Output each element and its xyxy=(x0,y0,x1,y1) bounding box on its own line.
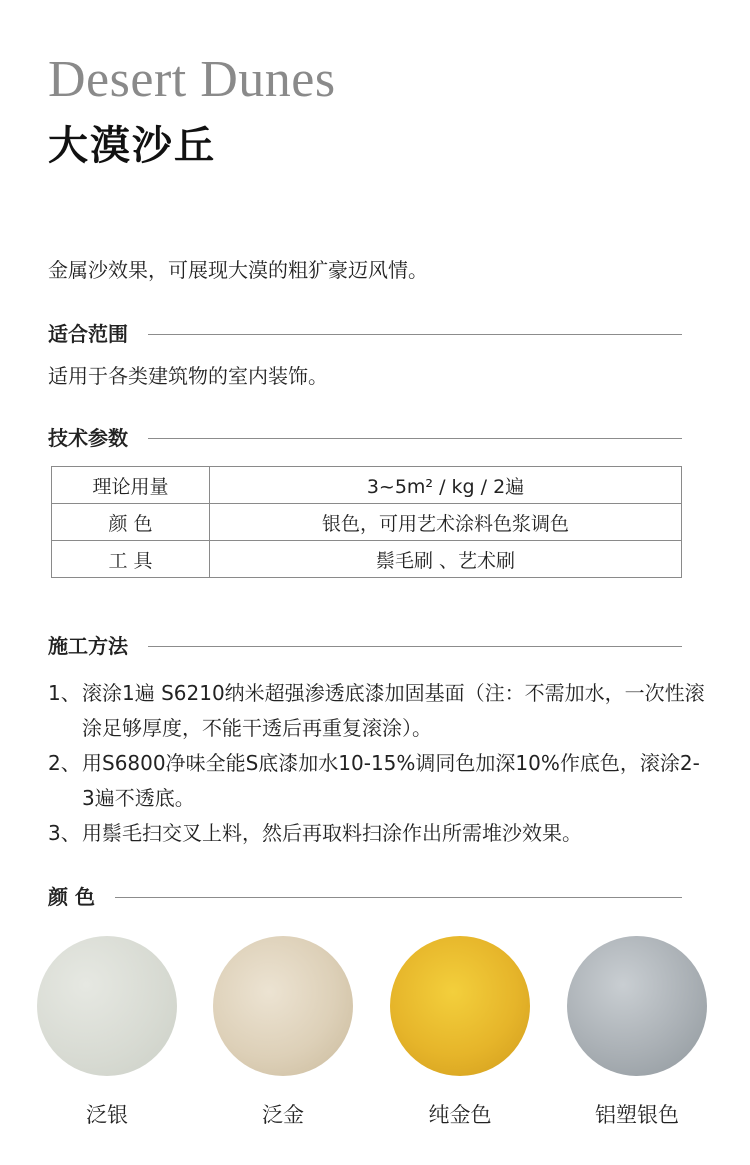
title-chinese: 大漠沙丘 xyxy=(48,123,216,169)
step-text: 用鬃毛扫交叉上料，然后再取料扫涂作出所需堆沙效果。 xyxy=(82,821,582,845)
swatch-circle xyxy=(213,936,353,1076)
step-text: 滚涂1遍 S6210纳米超强渗透底漆加固基面（注：不需加水，一次性滚涂足够厚度，不能干透后再重复滚涂）。 xyxy=(82,681,705,740)
section-scope-title: 适合范围 xyxy=(48,322,128,346)
color-swatch xyxy=(390,936,530,1130)
table-row xyxy=(52,467,682,504)
color-swatch xyxy=(567,936,707,1130)
scope-text: 适用于各类建筑物的室内装饰。 xyxy=(48,364,328,388)
divider xyxy=(115,897,682,898)
section-scope-header xyxy=(48,320,682,348)
param-value: 鬃毛刷 、艺术刷 xyxy=(210,541,682,578)
section-colors-title: 颜 色 xyxy=(48,885,95,909)
list-item xyxy=(48,746,708,816)
step-number: 3、 xyxy=(48,821,81,845)
title-english: Desert Dunes xyxy=(48,51,336,108)
param-key: 工 具 xyxy=(52,541,210,578)
color-swatches xyxy=(0,936,750,1136)
section-colors-header xyxy=(48,883,682,911)
param-value: 银色，可用艺术涂料色浆调色 xyxy=(210,504,682,541)
swatch-circle xyxy=(37,936,177,1076)
step-number: 1、 xyxy=(48,681,81,705)
swatch-circle xyxy=(567,936,707,1076)
section-method-title: 施工方法 xyxy=(48,634,128,658)
tech-params-table xyxy=(51,466,682,578)
step-text: 用S6800净味全能S底漆加水10-15%调同色加深10%作底色，滚涂2-3遍不透底。 xyxy=(82,751,700,810)
param-value: 3~5m² / kg / 2遍 xyxy=(210,467,682,504)
divider xyxy=(148,646,682,647)
swatch-name: 铝塑银色 xyxy=(595,1103,679,1127)
color-swatch xyxy=(37,936,177,1130)
section-tech-title: 技术参数 xyxy=(48,426,128,450)
param-key: 理论用量 xyxy=(52,467,210,504)
swatch-circle xyxy=(390,936,530,1076)
swatch-name: 泛银 xyxy=(86,1103,128,1127)
divider xyxy=(148,438,682,439)
list-item xyxy=(48,816,708,851)
method-steps xyxy=(48,676,708,851)
step-number: 2、 xyxy=(48,751,81,775)
intro-text: 金属沙效果，可展现大漠的粗犷豪迈风情。 xyxy=(48,258,428,282)
table-row xyxy=(52,541,682,578)
swatch-name: 泛金 xyxy=(262,1103,304,1127)
section-tech-header xyxy=(48,424,682,452)
list-item xyxy=(48,676,708,746)
swatch-name: 纯金色 xyxy=(428,1103,492,1127)
color-swatch xyxy=(213,936,353,1130)
divider xyxy=(148,334,682,335)
table-row xyxy=(52,504,682,541)
section-method-header xyxy=(48,632,682,660)
param-key: 颜 色 xyxy=(52,504,210,541)
